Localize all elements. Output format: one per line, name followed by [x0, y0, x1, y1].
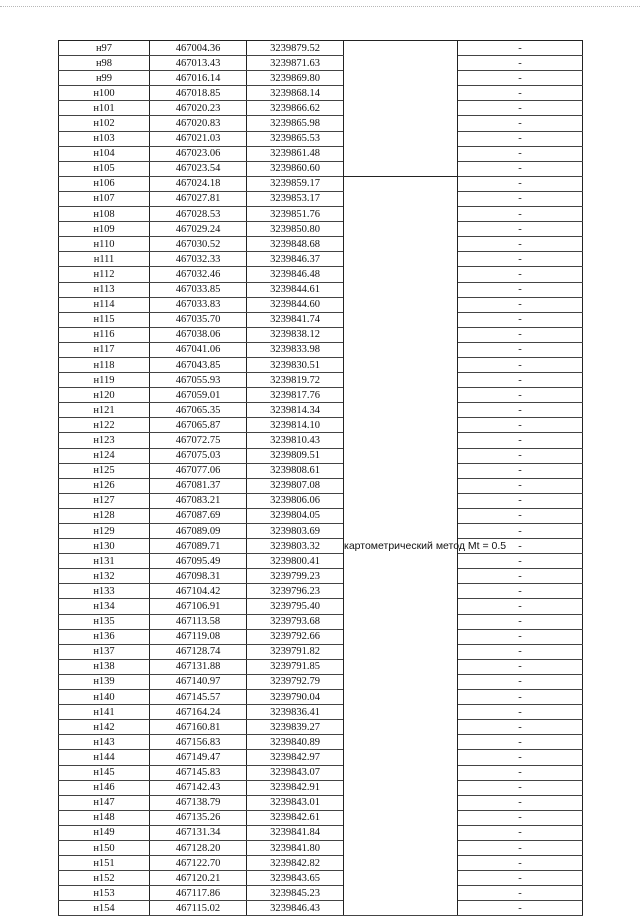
point-name-cell: н142: [59, 720, 150, 735]
table-row: [59, 297, 583, 312]
y-coordinate-cell: 3239806.06: [247, 493, 344, 508]
point-name-cell: н150: [59, 840, 150, 855]
x-coordinate-cell: 467135.26: [150, 810, 247, 825]
precision-dash-cell: -: [458, 388, 583, 403]
precision-dash-cell: -: [458, 750, 583, 765]
precision-dash-cell: -: [458, 71, 583, 86]
precision-dash-cell: -: [458, 116, 583, 131]
point-name-cell: н121: [59, 403, 150, 418]
table-row: [59, 191, 583, 206]
precision-dash-cell: -: [458, 524, 583, 539]
precision-dash-cell: -: [458, 644, 583, 659]
y-coordinate-cell: 3239844.60: [247, 297, 344, 312]
table-row: [59, 463, 583, 478]
x-coordinate-cell: 467016.14: [150, 71, 247, 86]
y-coordinate-cell: 3239842.91: [247, 780, 344, 795]
y-coordinate-cell: 3239810.43: [247, 433, 344, 448]
x-coordinate-cell: 467140.97: [150, 674, 247, 689]
table-row: [59, 569, 583, 584]
x-coordinate-cell: 467038.06: [150, 327, 247, 342]
point-name-cell: н147: [59, 795, 150, 810]
precision-dash-cell: -: [458, 267, 583, 282]
precision-dash-cell: -: [458, 237, 583, 252]
precision-dash-cell: -: [458, 780, 583, 795]
x-coordinate-cell: 467128.74: [150, 644, 247, 659]
x-coordinate-cell: 467077.06: [150, 463, 247, 478]
x-coordinate-cell: 467149.47: [150, 750, 247, 765]
precision-dash-cell: -: [458, 886, 583, 901]
point-name-cell: н144: [59, 750, 150, 765]
table-row: [59, 478, 583, 493]
point-name-cell: н127: [59, 493, 150, 508]
point-name-cell: н108: [59, 207, 150, 222]
y-coordinate-cell: 3239850.80: [247, 222, 344, 237]
x-coordinate-cell: 467028.53: [150, 207, 247, 222]
y-coordinate-cell: 3239842.82: [247, 856, 344, 871]
x-coordinate-cell: 467083.21: [150, 493, 247, 508]
y-coordinate-cell: 3239839.27: [247, 720, 344, 735]
precision-dash-cell: -: [458, 312, 583, 327]
x-coordinate-cell: 467018.85: [150, 86, 247, 101]
table-row: [59, 629, 583, 644]
precision-dash-cell: -: [458, 735, 583, 750]
x-coordinate-cell: 467032.46: [150, 267, 247, 282]
point-name-cell: н99: [59, 71, 150, 86]
y-coordinate-cell: 3239846.37: [247, 252, 344, 267]
y-coordinate-cell: 3239809.51: [247, 448, 344, 463]
point-name-cell: н137: [59, 644, 150, 659]
point-name-cell: н136: [59, 629, 150, 644]
point-name-cell: н135: [59, 614, 150, 629]
x-coordinate-cell: 467020.83: [150, 116, 247, 131]
table-row: [59, 222, 583, 237]
point-name-cell: н114: [59, 297, 150, 312]
y-coordinate-cell: 3239791.82: [247, 644, 344, 659]
precision-dash-cell: -: [458, 674, 583, 689]
precision-dash-cell: -: [458, 297, 583, 312]
y-coordinate-cell: 3239800.41: [247, 554, 344, 569]
x-coordinate-cell: 467023.54: [150, 161, 247, 176]
point-name-cell: н113: [59, 282, 150, 297]
precision-dash-cell: -: [458, 584, 583, 599]
y-coordinate-cell: 3239796.23: [247, 584, 344, 599]
precision-dash-cell: -: [458, 629, 583, 644]
table-row: [59, 901, 583, 916]
point-name-cell: н117: [59, 342, 150, 357]
y-coordinate-cell: 3239791.85: [247, 659, 344, 674]
table-row: [59, 252, 583, 267]
table-row: [59, 750, 583, 765]
table-row: [59, 41, 583, 56]
precision-dash-cell: -: [458, 659, 583, 674]
x-coordinate-cell: 467098.31: [150, 569, 247, 584]
y-coordinate-cell: 3239842.97: [247, 750, 344, 765]
precision-dash-cell: -: [458, 373, 583, 388]
x-coordinate-cell: 467065.87: [150, 418, 247, 433]
table-row: [59, 176, 583, 191]
x-coordinate-cell: 467120.21: [150, 871, 247, 886]
y-coordinate-cell: 3239833.98: [247, 342, 344, 357]
point-name-cell: н146: [59, 780, 150, 795]
y-coordinate-cell: 3239814.10: [247, 418, 344, 433]
point-name-cell: н123: [59, 433, 150, 448]
y-coordinate-cell: 3239868.14: [247, 86, 344, 101]
x-coordinate-cell: 467059.01: [150, 388, 247, 403]
precision-dash-cell: -: [458, 418, 583, 433]
table-row: [59, 403, 583, 418]
x-coordinate-cell: 467115.02: [150, 901, 247, 916]
precision-dash-cell: -: [458, 282, 583, 297]
precision-dash-cell: -: [458, 901, 583, 916]
precision-dash-cell: -: [458, 342, 583, 357]
table-row: [59, 342, 583, 357]
precision-dash-cell: -: [458, 539, 583, 554]
x-coordinate-cell: 467138.79: [150, 795, 247, 810]
table-row: [59, 433, 583, 448]
x-coordinate-cell: 467164.24: [150, 705, 247, 720]
precision-dash-cell: -: [458, 222, 583, 237]
x-coordinate-cell: 467041.06: [150, 342, 247, 357]
table-row: [59, 161, 583, 176]
point-name-cell: н116: [59, 327, 150, 342]
x-coordinate-cell: 467142.43: [150, 780, 247, 795]
x-coordinate-cell: 467004.36: [150, 41, 247, 56]
x-coordinate-cell: 467104.42: [150, 584, 247, 599]
method-cell: картометрический метод Mt = 0.5: [344, 176, 458, 916]
table-row: [59, 116, 583, 131]
point-name-cell: н97: [59, 41, 150, 56]
table-row: [59, 508, 583, 523]
y-coordinate-cell: 3239840.89: [247, 735, 344, 750]
precision-dash-cell: -: [458, 493, 583, 508]
x-coordinate-cell: 467156.83: [150, 735, 247, 750]
page-top-rule: [0, 6, 640, 7]
y-coordinate-cell: 3239844.61: [247, 282, 344, 297]
precision-dash-cell: -: [458, 825, 583, 840]
table-row: [59, 599, 583, 614]
table-row: [59, 659, 583, 674]
point-name-cell: н101: [59, 101, 150, 116]
table-row: [59, 493, 583, 508]
point-name-cell: н125: [59, 463, 150, 478]
x-coordinate-cell: 467119.08: [150, 629, 247, 644]
y-coordinate-cell: 3239851.76: [247, 207, 344, 222]
precision-dash-cell: -: [458, 871, 583, 886]
point-name-cell: н103: [59, 131, 150, 146]
x-coordinate-cell: 467020.23: [150, 101, 247, 116]
x-coordinate-cell: 467072.75: [150, 433, 247, 448]
point-name-cell: н148: [59, 810, 150, 825]
y-coordinate-cell: 3239792.79: [247, 674, 344, 689]
y-coordinate-cell: 3239795.40: [247, 599, 344, 614]
table-row: [59, 825, 583, 840]
point-name-cell: н105: [59, 161, 150, 176]
point-name-cell: н107: [59, 191, 150, 206]
table-row: [59, 71, 583, 86]
x-coordinate-cell: 467081.37: [150, 478, 247, 493]
point-name-cell: н151: [59, 856, 150, 871]
table-row: [59, 237, 583, 252]
y-coordinate-cell: 3239843.65: [247, 871, 344, 886]
table-row: [59, 357, 583, 372]
point-name-cell: н110: [59, 237, 150, 252]
x-coordinate-cell: 467030.52: [150, 237, 247, 252]
table-row: [59, 810, 583, 825]
point-name-cell: н111: [59, 252, 150, 267]
x-coordinate-cell: 467043.85: [150, 357, 247, 372]
y-coordinate-cell: 3239836.41: [247, 705, 344, 720]
precision-dash-cell: -: [458, 433, 583, 448]
y-coordinate-cell: 3239792.66: [247, 629, 344, 644]
x-coordinate-cell: 467033.83: [150, 297, 247, 312]
x-coordinate-cell: 467029.24: [150, 222, 247, 237]
point-name-cell: н128: [59, 508, 150, 523]
precision-dash-cell: -: [458, 614, 583, 629]
y-coordinate-cell: 3239846.48: [247, 267, 344, 282]
table-row: [59, 131, 583, 146]
precision-dash-cell: -: [458, 795, 583, 810]
precision-dash-cell: -: [458, 176, 583, 191]
table-row: [59, 207, 583, 222]
precision-dash-cell: -: [458, 56, 583, 71]
point-name-cell: н154: [59, 901, 150, 916]
x-coordinate-cell: 467013.43: [150, 56, 247, 71]
table-row: [59, 674, 583, 689]
precision-dash-cell: -: [458, 840, 583, 855]
point-name-cell: н98: [59, 56, 150, 71]
y-coordinate-cell: 3239830.51: [247, 357, 344, 372]
table-row: [59, 388, 583, 403]
precision-dash-cell: -: [458, 478, 583, 493]
point-name-cell: н141: [59, 705, 150, 720]
y-coordinate-cell: 3239866.62: [247, 101, 344, 116]
point-name-cell: н138: [59, 659, 150, 674]
precision-dash-cell: -: [458, 191, 583, 206]
x-coordinate-cell: 467131.34: [150, 825, 247, 840]
x-coordinate-cell: 467087.69: [150, 508, 247, 523]
y-coordinate-cell: 3239793.68: [247, 614, 344, 629]
point-name-cell: н118: [59, 357, 150, 372]
y-coordinate-cell: 3239843.01: [247, 795, 344, 810]
precision-dash-cell: -: [458, 554, 583, 569]
precision-dash-cell: -: [458, 327, 583, 342]
y-coordinate-cell: 3239865.98: [247, 116, 344, 131]
precision-dash-cell: -: [458, 765, 583, 780]
table-row: [59, 871, 583, 886]
table-row: [59, 780, 583, 795]
point-name-cell: н120: [59, 388, 150, 403]
x-coordinate-cell: 467128.20: [150, 840, 247, 855]
precision-dash-cell: -: [458, 690, 583, 705]
x-coordinate-cell: 467032.33: [150, 252, 247, 267]
precision-dash-cell: -: [458, 508, 583, 523]
y-coordinate-cell: 3239817.76: [247, 388, 344, 403]
x-coordinate-cell: 467033.85: [150, 282, 247, 297]
table-row: [59, 146, 583, 161]
x-coordinate-cell: 467095.49: [150, 554, 247, 569]
method-cell-upper: [344, 41, 458, 177]
y-coordinate-cell: 3239803.32: [247, 539, 344, 554]
precision-dash-cell: -: [458, 41, 583, 56]
y-coordinate-cell: 3239814.34: [247, 403, 344, 418]
y-coordinate-cell: 3239819.72: [247, 373, 344, 388]
precision-dash-cell: -: [458, 720, 583, 735]
table-row: [59, 448, 583, 463]
point-name-cell: н104: [59, 146, 150, 161]
precision-dash-cell: -: [458, 161, 583, 176]
table-row: [59, 267, 583, 282]
point-name-cell: н129: [59, 524, 150, 539]
point-name-cell: н143: [59, 735, 150, 750]
point-name-cell: н149: [59, 825, 150, 840]
x-coordinate-cell: 467035.70: [150, 312, 247, 327]
x-coordinate-cell: 467106.91: [150, 599, 247, 614]
table-row: [59, 327, 583, 342]
point-name-cell: н139: [59, 674, 150, 689]
precision-dash-cell: -: [458, 448, 583, 463]
precision-dash-cell: -: [458, 146, 583, 161]
coordinates-table-body: [59, 41, 583, 916]
precision-dash-cell: -: [458, 403, 583, 418]
x-coordinate-cell: 467021.03: [150, 131, 247, 146]
x-coordinate-cell: 467131.88: [150, 659, 247, 674]
y-coordinate-cell: 3239790.04: [247, 690, 344, 705]
point-name-cell: н140: [59, 690, 150, 705]
y-coordinate-cell: 3239865.53: [247, 131, 344, 146]
table-row: [59, 282, 583, 297]
point-name-cell: н102: [59, 116, 150, 131]
point-name-cell: н124: [59, 448, 150, 463]
point-name-cell: н152: [59, 871, 150, 886]
y-coordinate-cell: 3239841.74: [247, 312, 344, 327]
coordinates-table: [58, 40, 583, 916]
table-row: [59, 856, 583, 871]
table-row: [59, 795, 583, 810]
precision-dash-cell: -: [458, 207, 583, 222]
y-coordinate-cell: 3239846.43: [247, 901, 344, 916]
table-row: [59, 705, 583, 720]
y-coordinate-cell: 3239799.23: [247, 569, 344, 584]
table-row: [59, 765, 583, 780]
table-row: [59, 614, 583, 629]
y-coordinate-cell: 3239804.05: [247, 508, 344, 523]
precision-dash-cell: -: [458, 705, 583, 720]
x-coordinate-cell: 467023.06: [150, 146, 247, 161]
y-coordinate-cell: 3239841.84: [247, 825, 344, 840]
table-row: [59, 554, 583, 569]
table-row: [59, 584, 583, 599]
precision-dash-cell: -: [458, 252, 583, 267]
table-row: [59, 56, 583, 71]
point-name-cell: н145: [59, 765, 150, 780]
table-row: [59, 312, 583, 327]
y-coordinate-cell: 3239803.69: [247, 524, 344, 539]
point-name-cell: н126: [59, 478, 150, 493]
point-name-cell: н112: [59, 267, 150, 282]
x-coordinate-cell: 467160.81: [150, 720, 247, 735]
y-coordinate-cell: 3239860.60: [247, 161, 344, 176]
point-name-cell: н132: [59, 569, 150, 584]
y-coordinate-cell: 3239808.61: [247, 463, 344, 478]
table-row: [59, 735, 583, 750]
x-coordinate-cell: 467075.03: [150, 448, 247, 463]
point-name-cell: н131: [59, 554, 150, 569]
x-coordinate-cell: 467145.83: [150, 765, 247, 780]
precision-dash-cell: -: [458, 101, 583, 116]
point-name-cell: н109: [59, 222, 150, 237]
x-coordinate-cell: 467089.09: [150, 524, 247, 539]
table-row: [59, 101, 583, 116]
precision-dash-cell: -: [458, 463, 583, 478]
y-coordinate-cell: 3239848.68: [247, 237, 344, 252]
precision-dash-cell: -: [458, 131, 583, 146]
precision-dash-cell: -: [458, 810, 583, 825]
x-coordinate-cell: 467113.58: [150, 614, 247, 629]
precision-dash-cell: -: [458, 569, 583, 584]
y-coordinate-cell: 3239845.23: [247, 886, 344, 901]
x-coordinate-cell: 467145.57: [150, 690, 247, 705]
y-coordinate-cell: 3239807.08: [247, 478, 344, 493]
table-row: [59, 720, 583, 735]
y-coordinate-cell: 3239871.63: [247, 56, 344, 71]
table-row: [59, 418, 583, 433]
y-coordinate-cell: 3239842.61: [247, 810, 344, 825]
precision-dash-cell: -: [458, 856, 583, 871]
point-name-cell: н119: [59, 373, 150, 388]
point-name-cell: н115: [59, 312, 150, 327]
y-coordinate-cell: 3239853.17: [247, 191, 344, 206]
point-name-cell: н122: [59, 418, 150, 433]
table-row: [59, 373, 583, 388]
point-name-cell: н133: [59, 584, 150, 599]
precision-dash-cell: -: [458, 86, 583, 101]
table-row: [59, 886, 583, 901]
precision-dash-cell: -: [458, 599, 583, 614]
x-coordinate-cell: 467055.93: [150, 373, 247, 388]
y-coordinate-cell: 3239879.52: [247, 41, 344, 56]
x-coordinate-cell: 467089.71: [150, 539, 247, 554]
x-coordinate-cell: 467024.18: [150, 176, 247, 191]
y-coordinate-cell: 3239843.07: [247, 765, 344, 780]
x-coordinate-cell: 467065.35: [150, 403, 247, 418]
point-name-cell: н100: [59, 86, 150, 101]
point-name-cell: н134: [59, 599, 150, 614]
table-row: [59, 644, 583, 659]
y-coordinate-cell: 3239859.17: [247, 176, 344, 191]
table-row: [59, 840, 583, 855]
table-row: [59, 524, 583, 539]
table-row: [59, 86, 583, 101]
y-coordinate-cell: 3239861.48: [247, 146, 344, 161]
point-name-cell: н153: [59, 886, 150, 901]
x-coordinate-cell: 467117.86: [150, 886, 247, 901]
y-coordinate-cell: 3239841.80: [247, 840, 344, 855]
x-coordinate-cell: 467122.70: [150, 856, 247, 871]
point-name-cell: н130: [59, 539, 150, 554]
x-coordinate-cell: 467027.81: [150, 191, 247, 206]
point-name-cell: н106: [59, 176, 150, 191]
table-row: [59, 690, 583, 705]
y-coordinate-cell: 3239838.12: [247, 327, 344, 342]
precision-dash-cell: -: [458, 357, 583, 372]
y-coordinate-cell: 3239869.80: [247, 71, 344, 86]
